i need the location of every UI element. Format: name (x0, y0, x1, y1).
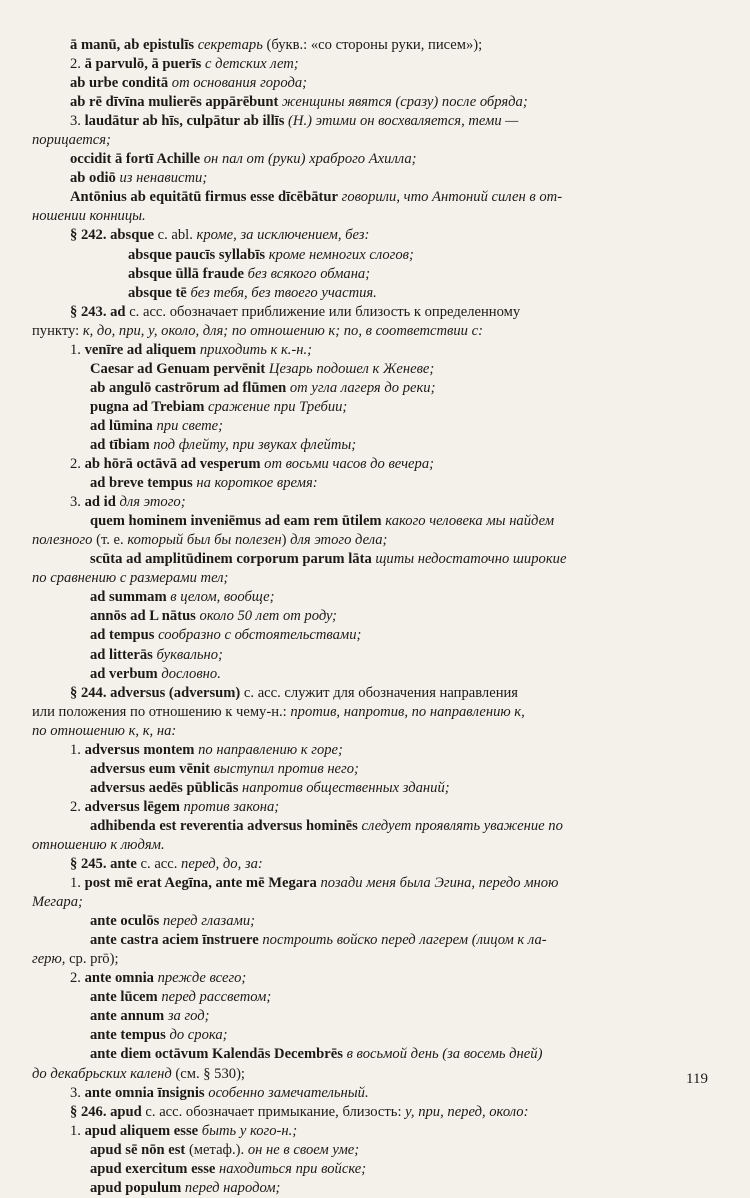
translation-text: который был бы полезен (127, 532, 282, 549)
translation-text: секретарь (194, 37, 263, 53)
translation-text: дословно. (157, 665, 221, 682)
text-line (32, 74, 720, 93)
translation-text: по сравнению с размерами тел; (32, 570, 229, 587)
text-line (32, 284, 720, 303)
text-line (32, 912, 720, 931)
text-line (32, 646, 720, 665)
text-line (32, 1141, 720, 1160)
text-line (32, 1122, 720, 1141)
text-line (32, 665, 720, 684)
translation-text: кроме немногих слогов; (265, 246, 414, 263)
text-line (32, 988, 720, 1007)
text-line (32, 874, 720, 893)
latin-term: venīre ad aliquem (84, 341, 197, 358)
text-line (32, 722, 720, 741)
latin-term: quem hominem inveniēmus ad eam rem ūtilem (90, 513, 382, 530)
text-line (32, 360, 720, 379)
translation-text: напротив общественных зданий; (238, 779, 450, 796)
translation-text: позади меня была Эгина, передо мною (316, 875, 559, 892)
plain-text: (метаф.). (185, 1141, 248, 1158)
latin-term: ante omnia (84, 970, 154, 987)
latin-term: ad litterās (90, 646, 153, 663)
text-line (32, 512, 720, 531)
latin-term: ab hōrā octāvā ad vesperum (84, 456, 261, 473)
translation-text: порицается; (32, 132, 111, 149)
latin-term: absque ūllā fraude (128, 265, 244, 282)
translation-text: против закона; (179, 798, 280, 815)
plain-text: c. acc. (136, 856, 182, 873)
plain-text: 2. (70, 56, 85, 73)
translation-text: до декабрьских календ (32, 1065, 172, 1082)
plain-text: 1. (70, 875, 85, 892)
plain-text: c. acc. обозначает примыкание, близость: (141, 1103, 406, 1120)
plain-text: ) (281, 532, 291, 549)
translation-text: для этого; (115, 494, 186, 511)
text-line (32, 626, 720, 645)
text-line (32, 703, 720, 722)
translation-text: в восьмой день (за восемь дней) (342, 1046, 543, 1063)
page-body (32, 36, 720, 1198)
text-line (32, 417, 720, 436)
translation-text: от восьми часов до вечера; (260, 456, 434, 473)
plain-text: или положения по отношению к чему-н.: (32, 703, 291, 720)
translation-text: Мегара; (32, 894, 83, 911)
translation-text: построить войско перед лагерем (лицом к ла- (258, 932, 547, 949)
text-line (32, 855, 720, 874)
latin-term: § 244. adversus (adversum) (70, 684, 241, 701)
text-line (32, 607, 720, 626)
translation-text: герю (32, 951, 62, 968)
plain-text: 1. (70, 1122, 85, 1139)
latin-term: adversus montem (84, 741, 195, 758)
plain-text: c. acc. служит для обозначения направления (240, 684, 519, 701)
latin-term: ante diem octāvum Kalendās Decembrēs (90, 1046, 343, 1063)
latin-term: adversus eum vēnit (90, 760, 210, 777)
text-line (32, 207, 720, 226)
translation-text: буквально; (152, 646, 223, 663)
translation-text: перед рассветом; (157, 989, 272, 1006)
text-line (32, 150, 720, 169)
text-line (32, 1160, 720, 1179)
plain-text: (букв.: «со стороны руки, писем»); (262, 37, 483, 53)
translation-text: приходить к к.-н.; (196, 341, 313, 358)
translation-text: этими он восхваляется, теми — (311, 113, 519, 130)
text-line (32, 169, 720, 188)
latin-term: § 245. ante (70, 856, 137, 873)
plain-text: prō (90, 951, 110, 968)
latin-term: apud aliquem esse (84, 1122, 199, 1139)
text-line (32, 969, 720, 988)
text-line (32, 569, 720, 588)
latin-term: adhibenda est reverentia adversus hominēs (90, 817, 358, 834)
plain-text: 3. (70, 113, 85, 130)
latin-term: ante castra aciem īnstruere (90, 932, 259, 949)
translation-text: говорили, что Антоний силен в от- (337, 189, 563, 206)
translation-text: от угла лагеря до реки; (286, 379, 436, 396)
translation-text: сообразно с обстоятельствами; (154, 627, 362, 644)
translation-text: до срока; (165, 1027, 228, 1044)
text-line (32, 760, 720, 779)
latin-term: ad summam (90, 589, 167, 606)
translation-text: следует проявлять уважение по (357, 817, 563, 834)
latin-term: ad breve tempus (90, 475, 193, 492)
translation-text: щиты недостаточно широкие (371, 551, 567, 568)
plain-text: (т. е. (92, 532, 128, 549)
latin-term: apud exercitum esse (90, 1160, 216, 1177)
translation-text: прежде всего; (153, 970, 247, 987)
latin-term: § 243. ad (70, 303, 126, 320)
latin-term: scūta ad amplitūdinem corporum parum lāta (90, 551, 372, 568)
text-line (32, 112, 720, 131)
latin-term: apud populum (90, 1179, 182, 1196)
text-line (32, 779, 720, 798)
text-line (32, 1026, 720, 1045)
plain-text: (см. § 530); (171, 1065, 245, 1082)
translation-text: перед, до, за: (181, 856, 263, 873)
text-line (32, 531, 720, 550)
latin-term: occidit ā fortī Achille (70, 151, 201, 168)
plain-text: пункту: (32, 322, 83, 339)
text-line (32, 1084, 720, 1103)
plain-text: 1. (70, 741, 85, 758)
translation-text: при свете; (152, 417, 224, 434)
text-line (32, 93, 720, 112)
translation-text: отношению к людям. (32, 836, 165, 853)
page-number: 119 (686, 1071, 708, 1087)
translation-text: он пал от (руки) храброго Ахилла; (200, 151, 417, 168)
plain-text: 3. (70, 494, 85, 511)
translation-text: Цезарь подошел к Женеве; (265, 360, 435, 377)
text-line (32, 455, 720, 474)
translation-text: с детских лет; (201, 56, 299, 73)
plain-text: 2. (70, 970, 85, 987)
translation-text: сражение при Требии; (204, 398, 348, 415)
text-line (32, 950, 720, 969)
translation-text: ношении конницы. (32, 208, 146, 225)
plain-text: 3. (70, 1084, 85, 1101)
translation-text: у, при, перед, около: (405, 1103, 529, 1120)
latin-term: Antōnius ab equitātū firmus esse dīcēbātur (70, 189, 338, 206)
latin-term: ab odiō (70, 170, 116, 187)
translation-text: какого человека мы найдем (381, 513, 555, 530)
plain-text: 1. (70, 341, 85, 358)
text-line (32, 817, 720, 836)
text-line (32, 1065, 720, 1084)
translation-text: из ненависти; (115, 170, 208, 187)
latin-term: adversus lēgem (84, 798, 180, 815)
text-line (32, 1045, 720, 1064)
text-line (32, 1179, 720, 1198)
latin-term: ante lūcem (90, 989, 158, 1006)
translation-text: женщины явятся (сразу) после обряда; (278, 94, 528, 111)
latin-term: ad tempus (90, 627, 155, 644)
latin-term: § 242. absque (70, 227, 154, 244)
translation-text: по направлению к горе; (194, 741, 343, 758)
translation-text: в целом, вообще; (166, 589, 275, 606)
text-line (32, 226, 720, 245)
plain-text: , ср. (61, 951, 91, 968)
latin-term: § 246. apud (70, 1103, 142, 1120)
latin-term: ante oculōs (90, 913, 160, 930)
latin-term: ad lūmina (90, 417, 153, 434)
latin-term: ab rē dīvīna mulierēs appārēbunt (70, 94, 279, 111)
text-line (32, 493, 720, 512)
text-line (32, 36, 720, 55)
translation-text: выступил против него; (210, 760, 359, 777)
text-line (32, 798, 720, 817)
latin-term: laudātur ab hīs, culpātur ab illīs (84, 113, 285, 130)
latin-term: ā parvulō, ā puerīs (84, 56, 202, 73)
translation-text: без всякого обмана; (243, 265, 371, 282)
latin-term: ad tībiam (90, 436, 150, 453)
latin-term: pugna ad Trebiam (90, 398, 205, 415)
plain-text: 2. (70, 798, 85, 815)
latin-term: absque paucīs syllabīs (128, 246, 266, 263)
text-line (32, 55, 720, 74)
translation-text: от основания города; (168, 75, 308, 92)
translation-text: перед глазами; (159, 913, 255, 930)
latin-term: ad id (84, 494, 116, 511)
plain-text: ); (109, 951, 119, 968)
latin-term: Caesar ad Genuam pervēnit (90, 360, 266, 377)
translation-text: (H.) (284, 113, 312, 130)
latin-term: absque tē (128, 284, 187, 301)
translation-text: быть у кого-н.; (198, 1122, 298, 1139)
text-line (32, 474, 720, 493)
plain-text: 2. (70, 456, 85, 473)
translation-text: особенно замечательный. (204, 1084, 369, 1101)
text-line (32, 684, 720, 703)
latin-term: ad verbum (90, 665, 158, 682)
text-line (32, 379, 720, 398)
latin-term: ab urbe conditā (70, 75, 169, 92)
translation-text: без тебя, без твоего участия. (186, 284, 377, 301)
translation-text: около 50 лет от роду; (195, 608, 337, 625)
translation-text: находиться при войске; (215, 1160, 367, 1177)
translation-text: по отношению к, к, на: (32, 722, 177, 739)
text-line (32, 1103, 720, 1122)
latin-term: ante omnia īnsignis (84, 1084, 205, 1101)
translation-text: к, до, при, у, около, для; по отношению к; по, в соответствии с: (82, 322, 483, 339)
text-line (32, 322, 720, 341)
text-line (32, 398, 720, 417)
text-line (32, 588, 720, 607)
latin-term: post mē erat Aegīna, ante mē Megara (84, 875, 317, 892)
translation-text: перед народом; (181, 1179, 281, 1196)
text-line (32, 131, 720, 150)
translation-text: полезного (32, 532, 93, 549)
text-line (32, 550, 720, 569)
translation-text: за год; (164, 1008, 210, 1025)
text-line (32, 836, 720, 855)
latin-term: ā manū, ab epistulīs (70, 37, 195, 53)
plain-text: c. abl. (153, 227, 197, 244)
translation-text: кроме, за исключением, без: (196, 227, 370, 244)
text-line (32, 1007, 720, 1026)
translation-text: под флейту, при звуках флейты; (149, 436, 357, 453)
text-line (32, 931, 720, 950)
text-line (32, 436, 720, 455)
translation-text: против, напротив, по направлению к, (290, 703, 525, 720)
text-line (32, 246, 720, 265)
plain-text: c. acc. обозначает приближение или близость к определенному (125, 303, 521, 320)
latin-term: apud sē nōn est (90, 1141, 186, 1158)
latin-term: ante annum (90, 1008, 165, 1025)
text-line (32, 741, 720, 760)
text-line (32, 303, 720, 322)
text-line (32, 188, 720, 207)
translation-text: на короткое время: (192, 475, 318, 492)
translation-text: для этого дела; (290, 532, 388, 549)
latin-term: annōs ad L nātus (90, 608, 196, 625)
translation-text: он не в своем уме; (247, 1141, 360, 1158)
latin-term: adversus aedēs pūblicās (90, 779, 239, 796)
latin-term: ab angulō castrōrum ad flūmen (90, 379, 287, 396)
text-line (32, 265, 720, 284)
text-line (32, 893, 720, 912)
latin-term: ante tempus (90, 1027, 166, 1044)
text-line (32, 341, 720, 360)
